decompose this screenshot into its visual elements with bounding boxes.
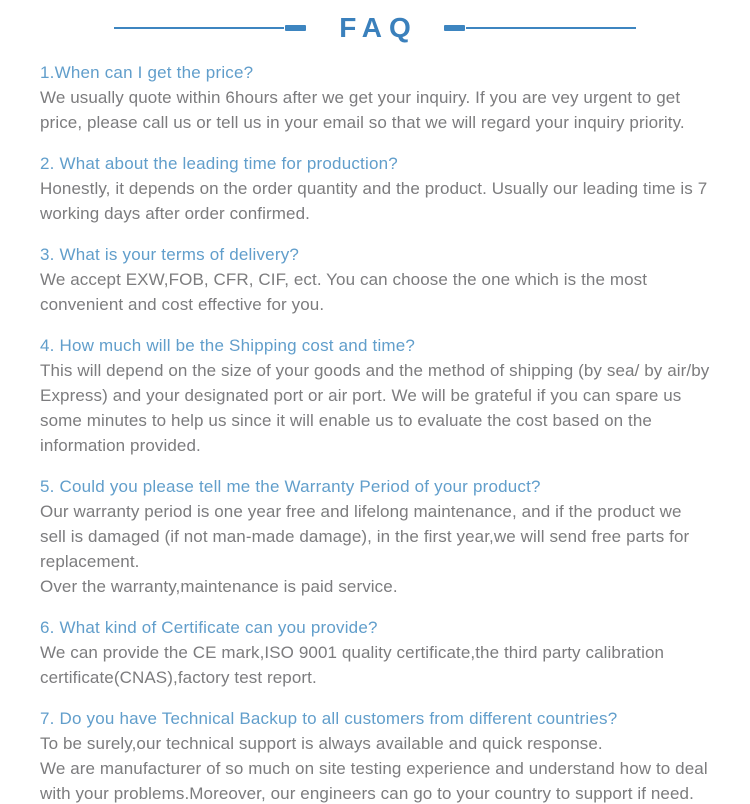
faq-answer: To be surely,our technical support is always available and quick response. <box>40 734 603 753</box>
faq-answer: Honestly, it depends on the order quantity and the product. Usually our leading time is 7 working days after order confirmed. <box>40 179 708 223</box>
faq-answer: We usually quote within 6hours after we get your inquiry. If you are vey urgent to get price, please call us or tell us in your email so that we will regard your inquiry priority. <box>40 88 685 132</box>
page-title: FAQ <box>339 12 418 43</box>
faq-list <box>40 60 712 804</box>
header-rule-right <box>466 27 636 29</box>
faq-answer: We accept EXW,FOB, CFR, CIF, ect. You can choose the one which is the most convenient and cost effective for you. <box>40 270 648 314</box>
faq-item <box>40 151 712 226</box>
faq-answer: This will depend on the size of your goods and the method of shipping (by sea/ by air/by Express) and your designated port or air port. We will be grateful if you can spare us some minutes to help us since it will enable us to evaluate the cost based on the information provided. <box>40 361 710 455</box>
faq-question: 6. What kind of Certificate can you provide? <box>40 618 378 637</box>
faq-question: 7. Do you have Technical Backup to all customers from different countries? <box>40 709 618 728</box>
faq-question: 1.When can I get the price? <box>40 63 254 82</box>
faq-item <box>40 706 712 804</box>
faq-item <box>40 474 712 599</box>
faq-answer: Over the warranty,maintenance is paid service. <box>40 577 398 596</box>
faq-question: 2. What about the leading time for production? <box>40 154 398 173</box>
faq-header <box>40 10 710 46</box>
faq-question: 5. Could you please tell me the Warranty Period of your product? <box>40 477 541 496</box>
header-dash-right <box>444 25 465 31</box>
faq-answer: We can provide the CE mark,ISO 9001 quality certificate,the third party calibration certificate(CNAS),factory test report. <box>40 643 665 687</box>
header-dash-left <box>285 25 306 31</box>
header-rule-left <box>114 27 284 29</box>
faq-answer: Our warranty period is one year free and lifelong maintenance, and if the product we sell is damaged (if not man-made damage), in the first year,we will send free parts for replacement. <box>40 502 690 571</box>
faq-item <box>40 615 712 690</box>
faq-item <box>40 242 712 317</box>
faq-item <box>40 333 712 458</box>
faq-answer: We are manufacturer of so much on site testing experience and understand how to deal with your problems.Moreover, our engineers can go to your country to support if need. <box>40 759 708 803</box>
faq-question: 4. How much will be the Shipping cost and time? <box>40 336 416 355</box>
faq-item <box>40 60 712 135</box>
faq-question: 3. What is your terms of delivery? <box>40 245 300 264</box>
